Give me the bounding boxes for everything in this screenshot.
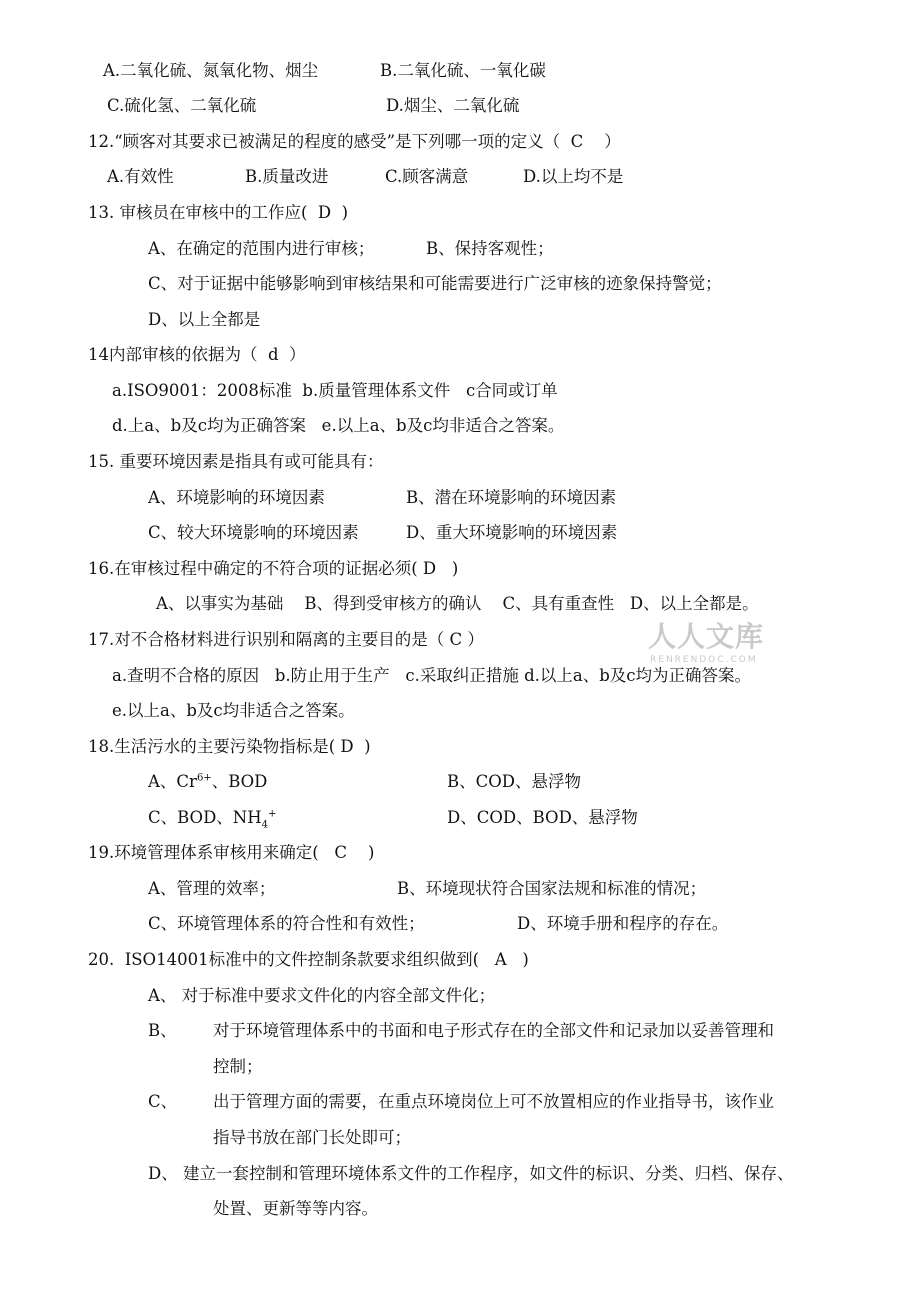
- q19-question: 19.环境管理体系审核用来确定( C ): [88, 843, 375, 862]
- q20-option-d-line-1: D、 建立一套控制和管理环境体系文件的工作程序，如文件的标识、分类、归档、保存、: [148, 1164, 794, 1183]
- q18-option-a-tail: 、BOD: [211, 772, 268, 791]
- q20-option-b-label: B、: [148, 1021, 177, 1040]
- q17-options-line-1: a.查明不合格的原因 b.防止用于生产 c.采取纠正措施 d.以上a、b及c均为正确答案。: [112, 666, 752, 685]
- q18-option-c-superscript: +: [268, 808, 277, 820]
- q18-option-d: D、COD、BOD、悬浮物: [447, 808, 638, 827]
- watermark-logo: [642, 622, 782, 670]
- q20-option-b-line-1: 对于环境管理体系中的书面和电子形式存在的全部文件和记录加以妥善管理和: [213, 1021, 774, 1040]
- q18-option-c-text: C、BOD、NH: [148, 808, 262, 827]
- q19-option-c: C、环境管理体系的符合性和有效性；: [148, 914, 425, 933]
- q20-option-d-line-2: 处置、更新等等内容。: [213, 1199, 378, 1218]
- q13-option-d: D、以上全都是: [148, 310, 261, 329]
- q18-option-b: B、COD、悬浮物: [447, 772, 582, 791]
- q20-option-c-label: C、: [148, 1092, 178, 1111]
- q14-options-line-2: d.上a、b及c均为正确答案 e.以上a、b及c均非适合之答案。: [112, 416, 565, 435]
- q19-option-b: B、环境现状符合国家法规和标准的情况；: [397, 879, 707, 898]
- q18-option-a: [148, 771, 267, 793]
- watermark-url: RENRENDOC.COM: [650, 655, 758, 665]
- q16-options: A、以事实为基础 B、得到受审核方的确认 C、具有重查性 D、以上全都是。: [156, 594, 759, 613]
- q18-option-a-text: A、Cr: [148, 772, 197, 791]
- q18-option-c: [148, 807, 276, 829]
- q20-option-a: A、 对于标准中要求文件化的内容全部文件化；: [148, 986, 496, 1005]
- q14-question: 14内部审核的依据为（ d ）: [88, 345, 306, 364]
- watermark-text: 人人文库: [648, 620, 765, 653]
- q15-option-c: C、较大环境影响的环境因素: [148, 523, 359, 542]
- q11-option-b: B.二氧化硫、一氧化碳: [380, 61, 546, 80]
- q11-option-c: C.硫化氢、二氧化硫: [107, 96, 257, 115]
- q20-option-c-line-1: 出于管理方面的需要，在重点环境岗位上可不放置相应的作业指导书，该作业: [213, 1092, 774, 1111]
- q20-option-c-line-2: 指导书放在部门长处即可；: [213, 1128, 411, 1147]
- q12-option-b: B.质量改进: [245, 167, 329, 186]
- q13-question: 13. 审核员在审核中的工作应( D ): [88, 203, 349, 222]
- q11-option-d: D.烟尘、二氧化硫: [386, 96, 520, 115]
- q12-option-a: A.有效性: [107, 167, 174, 186]
- q18-option-c-subscript: 4: [261, 819, 269, 831]
- q12-option-d: D.以上均不是: [523, 167, 624, 186]
- q15-option-b: B、潜在环境影响的环境因素: [406, 488, 617, 507]
- q18-option-a-superscript: 6+: [196, 772, 212, 784]
- q14-options-line-1: a.ISO9001：2008标准 b.质量管理体系文件 c合同或订单: [112, 381, 558, 400]
- q13-option-c: C、对于证据中能够影响到审核结果和可能需要进行广泛审核的迹象保持警觉；: [148, 274, 722, 293]
- q17-question: 17.对不合格材料进行识别和隔离的主要目的是（ C ）: [88, 630, 484, 649]
- q20-question: 20. ISO14001标准中的文件控制条款要求组织做到( A ): [88, 950, 529, 969]
- q17-options-line-2: e.以上a、b及c均非适合之答案。: [112, 701, 355, 720]
- q15-option-d: D、重大环境影响的环境因素: [406, 523, 618, 542]
- q12-question: 12.“顾客对其要求已被满足的程度的感受”是下列哪一项的定义（ C ）: [88, 132, 621, 151]
- q11-option-a: A.二氧化硫、氮氧化物、烟尘: [103, 61, 319, 80]
- q15-question: 15. 重要环境因素是指具有或可能具有：: [88, 452, 384, 471]
- q16-question: 16.在审核过程中确定的不符合项的证据必须( D ): [88, 559, 459, 578]
- q18-question: 18.生活污水的主要污染物指标是( D ): [88, 737, 371, 756]
- q19-option-a: A、管理的效率；: [148, 879, 276, 898]
- q12-option-c: C.顾客满意: [385, 167, 469, 186]
- q13-option-b: B、保持客观性；: [426, 239, 554, 258]
- q15-option-a: A、环境影响的环境因素: [148, 488, 325, 507]
- q13-option-a: A、在确定的范围内进行审核；: [148, 239, 375, 258]
- q20-option-b-line-2: 控制；: [213, 1057, 263, 1076]
- q19-option-d: D、环境手册和程序的存在。: [517, 914, 729, 933]
